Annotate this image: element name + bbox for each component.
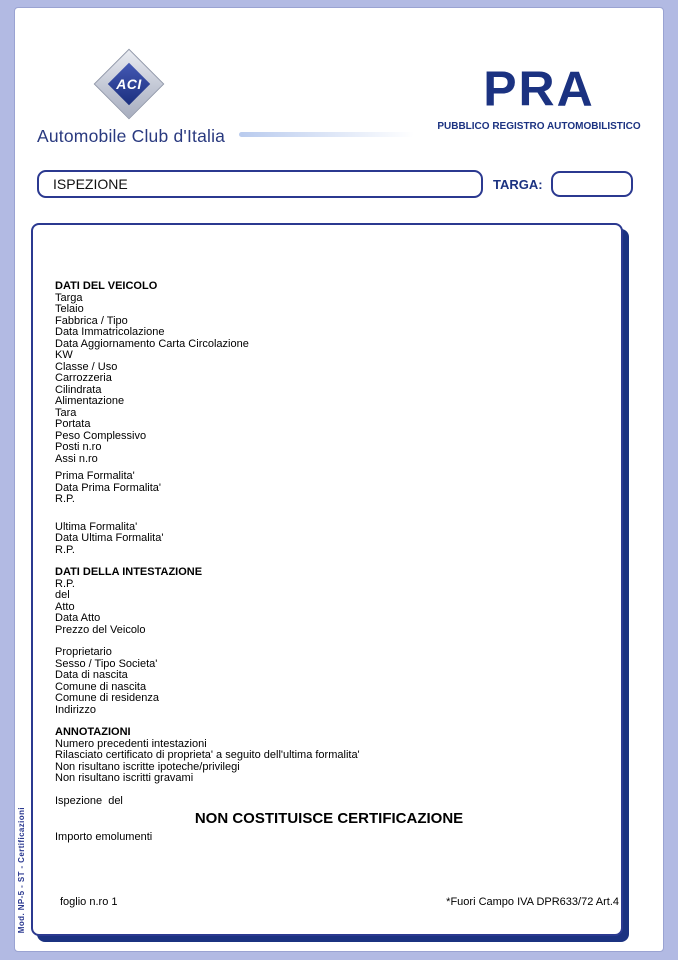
document-sections [55, 281, 603, 807]
field-label: Data di nascita [55, 669, 128, 681]
document-title-box [37, 170, 483, 198]
field-label: Non risultano iscritti gravami [55, 772, 194, 784]
doc-section [55, 647, 603, 716]
field-label: Ultima Formalita' [55, 520, 138, 533]
doc-section [55, 522, 603, 557]
field-label: R.P. [55, 543, 75, 556]
field-label: Sesso / Tipo Societa' [55, 657, 158, 670]
doc-section [55, 281, 603, 465]
iva-note: *Fuori Campo IVA DPR633/72 Art.4 [446, 896, 619, 908]
field-label: Data Ultima Formalita' [55, 532, 164, 544]
field-label: Data Immatricolazione [55, 326, 165, 338]
decorative-line [239, 132, 414, 137]
section-heading: ANNOTAZIONI [55, 726, 131, 738]
pra-logo-text: PRA [483, 61, 595, 117]
pra-subtitle: PUBBLICO REGISTRO AUTOMOBILISTICO [437, 121, 641, 132]
aci-logo-text: ACI [116, 76, 142, 92]
field-label: Ispezione del [55, 794, 123, 807]
field-label: Fabbrica / Tipo [55, 314, 128, 327]
field-label: Classe / Uso [55, 360, 118, 373]
field-label: Data Aggiornamento Carta Circolazione [55, 337, 249, 350]
document-page [14, 7, 664, 952]
field-label: KW [55, 349, 73, 361]
targa-label: TARGA: [493, 176, 543, 192]
document-body-box [31, 223, 623, 936]
field-label: Prezzo del Veicolo [55, 623, 146, 636]
document-content [55, 281, 603, 843]
section-heading: DATI DEL VEICOLO [55, 280, 158, 292]
aci-wordmark: Automobile Club d'Italia [37, 126, 226, 146]
field-label: Targa [55, 291, 83, 304]
field-label: Portata [55, 418, 91, 430]
aci-logo [89, 44, 169, 124]
field-label: Proprietario [55, 646, 112, 658]
importo-label: Importo emolumenti [55, 830, 153, 843]
field-label: Cilindrata [55, 383, 102, 396]
field-label: Prima Formalita' [55, 470, 135, 482]
title-row [37, 169, 633, 199]
field-label: Non risultano iscritte ipoteche/privilegi [55, 760, 240, 773]
field-label: Data Prima Formalita' [55, 481, 162, 494]
pra-logo [435, 61, 643, 132]
doc-section [55, 471, 603, 506]
document-footer [60, 896, 619, 908]
field-label: R.P. [55, 577, 75, 590]
field-label: Telaio [55, 303, 84, 315]
doc-section [55, 567, 603, 636]
field-label: Carrozzeria [55, 372, 112, 384]
section-heading: DATI DELLA INTESTAZIONE [55, 566, 203, 578]
field-label: Tara [55, 406, 77, 419]
field-label: Indirizzo [55, 703, 96, 716]
field-label: Alimentazione [55, 395, 125, 407]
field-label: Rilasciato certificato di proprieta' a seguito dell'ultima formalita' [55, 749, 360, 761]
targa-field [551, 171, 633, 197]
document-title: ISPEZIONE [53, 176, 128, 192]
field-label: Data Atto [55, 612, 101, 624]
field-label: Posti n.ro [55, 441, 102, 453]
field-label: Assi n.ro [55, 452, 98, 465]
form-model-label: Mod. NP-5 - ST - Certificazioni [17, 806, 26, 933]
notice-text: NON COSTITUISCE CERTIFICAZIONE [194, 810, 464, 827]
field-label: Peso Complessivo [55, 429, 147, 442]
field-label: R.P. [55, 493, 75, 505]
page-number: foglio n.ro 1 [60, 896, 118, 908]
doc-section [55, 796, 603, 808]
field-label: del [55, 589, 70, 601]
field-label: Comune di nascita [55, 680, 147, 693]
doc-section [55, 727, 603, 785]
field-label: Atto [55, 600, 75, 613]
field-label: Numero precedenti intestazioni [55, 737, 207, 750]
field-label: Comune di residenza [55, 692, 159, 704]
